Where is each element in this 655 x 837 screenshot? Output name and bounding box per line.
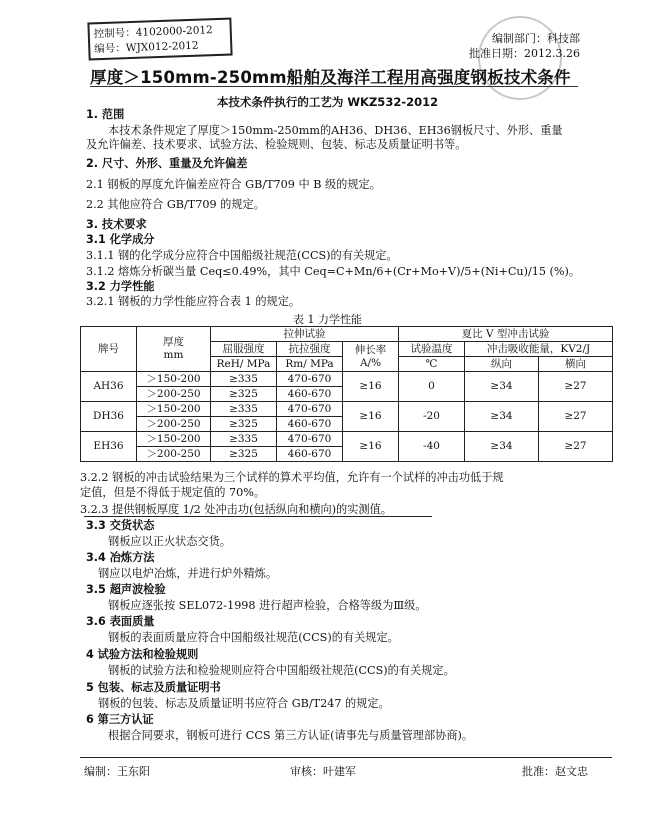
cell-grade: AH36 xyxy=(81,372,137,402)
header-impact-energy: 冲击吸收能量，KV2/J xyxy=(465,342,613,357)
body-text-line: 根据合同要求，钢板可进行 CCS 第三方认证(请事先与质量管理部协商)。 xyxy=(108,729,474,742)
control-number-stamp xyxy=(87,17,232,60)
cell-thickness: ＞150-200 xyxy=(137,432,211,447)
title-underline xyxy=(90,86,578,87)
section-heading: 4 试验方法和检验规则 xyxy=(86,648,199,661)
body-text-line: 2.1 钢板的厚度允许偏差应符合 GB/T709 中 B 级的规定。 xyxy=(86,178,381,191)
section-heading: 3.4 冶炼方法 xyxy=(86,551,155,564)
cell-elongation: ≥16 xyxy=(343,372,399,402)
cell-thickness: ＞150-200 xyxy=(137,402,211,417)
section-heading: 6 第三方认证 xyxy=(86,713,154,726)
header-grade: 牌号 xyxy=(81,327,137,372)
section-heading: 3.1 化学成分 xyxy=(86,233,155,246)
cell-transverse: ≥27 xyxy=(539,402,613,432)
header-elongation xyxy=(343,342,399,372)
cell-elongation: ≥16 xyxy=(343,432,399,462)
cell-thickness: ＞150-200 xyxy=(137,372,211,387)
approval-date: 批准日期：2012.3.26 xyxy=(469,47,580,60)
cell-tensile-strength: 470-670 xyxy=(277,402,343,417)
table-row xyxy=(81,372,613,387)
body-text-line: 钢应以电炉冶炼，并进行炉外精炼。 xyxy=(98,567,278,580)
body-text-line: 3.2.3 提供钢板厚度 1/2 处冲击功(包括纵向和横向)的实测值。 xyxy=(80,503,392,516)
header-thickness-unit: mm xyxy=(163,349,184,361)
compiling-department: 编制部门：科技部 xyxy=(492,32,580,45)
section-heading: 3. 技术要求 xyxy=(86,218,147,231)
body-text-line: 及允许偏差、技术要求、试验方法、检验规则、包装、标志及质量证明书等。 xyxy=(86,138,467,151)
header-test-temperature: 试验温度 xyxy=(399,342,465,357)
cell-longitudinal: ≥34 xyxy=(465,402,539,432)
section-heading: 3.2 力学性能 xyxy=(86,280,155,293)
cell-tensile-strength: 470-670 xyxy=(277,432,343,447)
cell-grade: EH36 xyxy=(81,432,137,462)
document-number: 编号：WJX012-2012 xyxy=(94,39,199,56)
cell-longitudinal: ≥34 xyxy=(465,372,539,402)
body-text-line: 钢板应以正火状态交货。 xyxy=(108,535,232,548)
cell-tensile-strength: 460-670 xyxy=(277,387,343,402)
cell-yield-strength: ≥335 xyxy=(211,402,277,417)
cell-test-temperature: -20 xyxy=(399,402,465,432)
table-row xyxy=(81,402,613,417)
table-caption: 表 1 力学性能 xyxy=(293,313,362,326)
cell-yield-strength: ≥335 xyxy=(211,432,277,447)
cell-yield-strength: ≥335 xyxy=(211,372,277,387)
footer-approved-by: 批准：赵文忠 xyxy=(522,765,588,778)
header-thickness-label: 厚度 xyxy=(163,336,184,348)
section-heading: 2. 尺寸、外形、重量及允许偏差 xyxy=(86,157,248,170)
body-text-line: 2.2 其他应符合 GB/T709 的规定。 xyxy=(86,198,265,211)
cell-grade: DH36 xyxy=(81,402,137,432)
body-text-line: 3.1.1 钢的化学成分应符合中国船级社规范(CCS)的有关规定。 xyxy=(86,249,398,262)
section-heading: 5 包装、标志及质量证明书 xyxy=(86,681,221,694)
cell-yield-strength: ≥325 xyxy=(211,387,277,402)
header-elongation-label: 伸长率 xyxy=(354,343,387,356)
header-tensile-strength: 抗拉强度 xyxy=(277,342,343,357)
body-text-line: 定值，但是不得低于规定值的 70%。 xyxy=(80,486,266,499)
header-tensile-unit: Rm/ MPa xyxy=(277,357,343,372)
cell-tensile-strength: 470-670 xyxy=(277,372,343,387)
header-transverse: 横向 xyxy=(539,357,613,372)
cell-yield-strength: ≥325 xyxy=(211,447,277,462)
cell-thickness: ＞200-250 xyxy=(137,417,211,432)
cell-thickness: ＞200-250 xyxy=(137,387,211,402)
body-text-line: 本技术条件规定了厚度＞150mm-250mm的AH36、DH36、EH36钢板尺寸、外形、重量 xyxy=(108,124,563,137)
highlight-underline xyxy=(84,516,432,517)
section-heading: 1. 范围 xyxy=(86,108,125,121)
cell-yield-strength: ≥325 xyxy=(211,417,277,432)
footer-compiled-by: 编制：王东阳 xyxy=(84,765,150,778)
footer-rule xyxy=(80,757,612,758)
header-thickness xyxy=(137,327,211,372)
cell-tensile-strength: 460-670 xyxy=(277,417,343,432)
body-text-line: 3.2.1 钢板的力学性能应符合表 1 的规定。 xyxy=(86,295,301,308)
cell-thickness: ＞200-250 xyxy=(137,447,211,462)
document-subtitle: 本技术条件执行的工艺为 WKZ532-2012 xyxy=(216,95,439,109)
header-yield-unit: ReH/ MPa xyxy=(211,357,277,372)
section-heading: 3.5 超声波检验 xyxy=(86,583,166,596)
header-elongation-unit: A/% xyxy=(359,356,382,369)
header-longitudinal: 纵向 xyxy=(465,357,539,372)
document-title: 厚度＞150mm-250mm船舶及海洋工程用高强度钢板技术条件 xyxy=(90,68,571,87)
header-temperature-unit: ℃ xyxy=(399,357,465,372)
section-heading: 3.6 表面质量 xyxy=(86,615,155,628)
cell-tensile-strength: 460-670 xyxy=(277,447,343,462)
body-text-line: 3.2.2 钢板的冲击试验结果为三个试样的算术平均值，允许有一个试样的冲击功低于规 xyxy=(80,471,504,484)
header-impact-test: 夏比 V 型冲击试验 xyxy=(399,327,613,342)
header-yield-strength: 屈服强度 xyxy=(211,342,277,357)
body-text-line: 钢板应逐张按 SEL072-1998 进行超声检验，合格等级为Ⅲ级。 xyxy=(108,599,427,612)
table-row xyxy=(81,432,613,447)
cell-longitudinal: ≥34 xyxy=(465,432,539,462)
mechanical-properties-table xyxy=(80,326,613,462)
body-text-line: 3.1.2 熔炼分析碳当量 Ceq≤0.49%，其中 Ceq=C+Mn/6+(Cr+Mo+V)/5+(Ni+Cu)/15 (%)。 xyxy=(86,265,581,278)
section-heading: 3.3 交货状态 xyxy=(86,519,155,532)
body-text-line: 钢板的包装、标志及质量证明书应符合 GB/T247 的规定。 xyxy=(98,697,390,710)
cell-test-temperature: 0 xyxy=(399,372,465,402)
header-tensile-test: 拉伸试验 xyxy=(211,327,399,342)
cell-test-temperature: -40 xyxy=(399,432,465,462)
control-number: 控制号：4102000-2012 xyxy=(93,24,213,41)
cell-transverse: ≥27 xyxy=(539,432,613,462)
body-text-line: 钢板的试验方法和检验规则应符合中国船级社规范(CCS)的有关规定。 xyxy=(108,664,455,677)
cell-transverse: ≥27 xyxy=(539,372,613,402)
footer-reviewed-by: 审核：叶建军 xyxy=(290,765,356,778)
cell-elongation: ≥16 xyxy=(343,402,399,432)
body-text-line: 钢板的表面质量应符合中国船级社规范(CCS)的有关规定。 xyxy=(108,631,399,644)
